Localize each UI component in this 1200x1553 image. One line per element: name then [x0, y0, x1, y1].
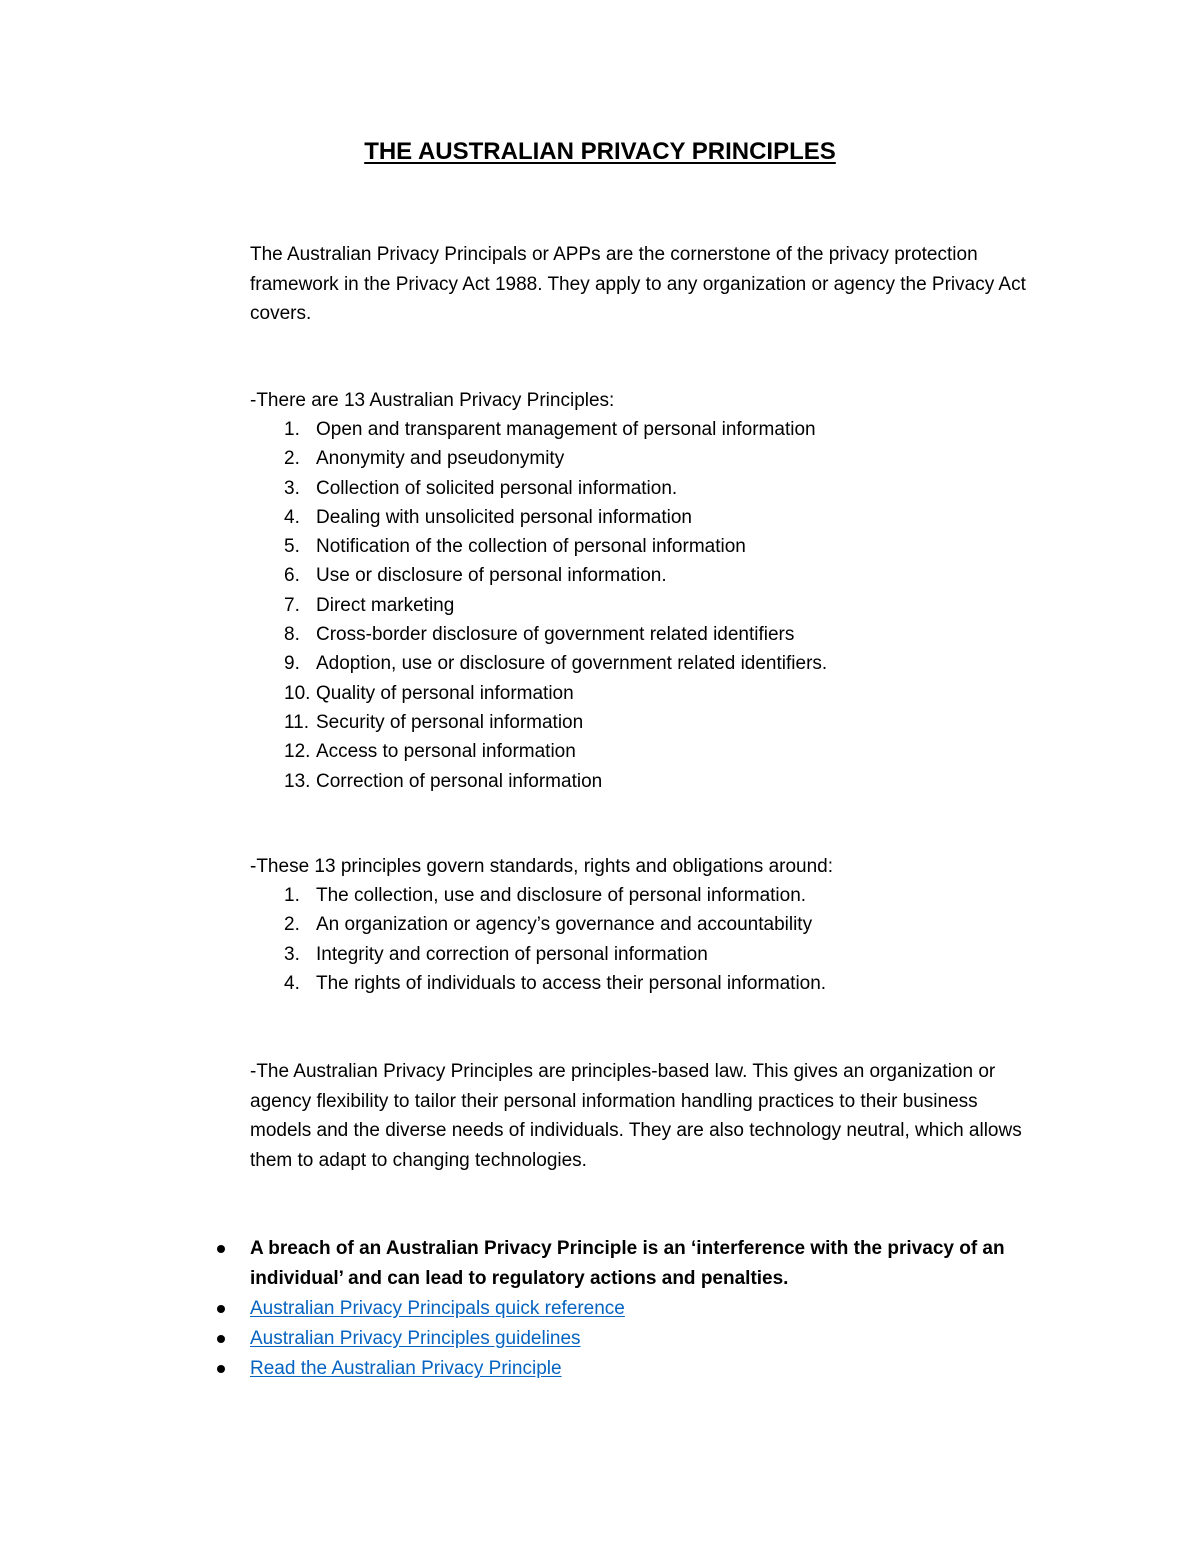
bullet-list — [250, 1234, 1040, 1384]
list-item-number: 5. — [284, 536, 300, 558]
list-item-number: 4. — [284, 972, 300, 994]
list-item-text: The rights of individuals to access their personal information. — [316, 972, 827, 994]
list-item-number: 1. — [284, 885, 300, 906]
list-item-text: Anonymity and pseudonymity — [316, 448, 565, 470]
bullet-item-breach — [250, 1234, 1040, 1294]
governs-intro: -These 13 principles govern standards, rights and obligations around: — [250, 856, 834, 877]
list-item-text: Access to personal information — [316, 741, 576, 763]
quick-reference-link[interactable]: Australian Privacy Principals quick reference — [250, 1298, 625, 1319]
read-principle-link[interactable]: Read the Australian Privacy Principle — [250, 1358, 562, 1379]
list-item-text: Adoption, use or disclosure of government related identifiers. — [316, 653, 828, 675]
list-item-text: Open and transparent management of personal information — [316, 419, 816, 440]
list-item — [250, 708, 827, 737]
document-title: THE AUSTRALIAN PRIVACY PRINCIPLES — [364, 138, 836, 165]
list-item-number: 3. — [284, 943, 300, 965]
principles-list — [250, 415, 827, 796]
list-item — [250, 532, 827, 561]
list-item — [250, 940, 826, 969]
list-item — [250, 561, 827, 590]
list-item-number: 6. — [284, 565, 300, 587]
list-item — [250, 881, 826, 910]
bullet-icon — [217, 1335, 225, 1343]
list-item-text: An organization or agency’s governance and accountability — [316, 914, 813, 936]
list-item-number: 12. — [284, 741, 311, 763]
list-item-number: 4. — [284, 506, 300, 528]
list-item-text: Quality of personal information — [316, 682, 574, 704]
principles-based-paragraph: -The Australian Privacy Principles are principles-based law. This gives an organization or agency flexibility to tailor their personal information handling practices to their business models and the diverse needs of individuals. They are also technology neutral, which allows them to adapt to changing technologies. — [250, 1061, 1022, 1171]
list-item-number: 11. — [284, 711, 310, 733]
list-item — [250, 444, 827, 473]
list-item-text: Collection of solicited personal information. — [316, 477, 678, 499]
list-item-text: Cross-border disclosure of government related identifiers — [316, 624, 795, 646]
bullet-icon — [217, 1365, 225, 1373]
bullet-icon — [217, 1305, 225, 1313]
list-item-number: 2. — [284, 448, 300, 470]
breach-text: A breach of an Australian Privacy Principle is an ‘interference with the privacy of an individual’ and can lead to regulatory actions and penalties. — [250, 1238, 1005, 1289]
list-item — [250, 415, 827, 444]
bullet-icon — [217, 1245, 225, 1253]
bullet-item-quick-reference — [250, 1294, 1040, 1324]
guidelines-link[interactable]: Australian Privacy Principles guidelines — [250, 1328, 581, 1349]
list-item — [250, 910, 826, 939]
list-item — [250, 474, 827, 503]
list-item-number: 3. — [284, 477, 300, 499]
list-item — [250, 620, 827, 649]
list-item — [250, 591, 827, 620]
list-item-text: Correction of personal information — [316, 770, 603, 792]
intro-paragraph: The Australian Privacy Principals or APPs are the cornerstone of the privacy protection framework in the Privacy Act 1988. They apply to any organization or agency the Privacy Act covers. — [250, 244, 1026, 324]
list-item-number: 9. — [284, 653, 300, 675]
principles-intro: -There are 13 Australian Privacy Principles: — [250, 390, 615, 411]
list-item-number: 1. — [284, 419, 300, 440]
list-item-text: Notification of the collection of personal information — [316, 536, 746, 558]
list-item-number: 2. — [284, 914, 300, 936]
list-item-text: Direct marketing — [316, 594, 455, 616]
list-item-number: 7. — [284, 594, 300, 616]
governs-list — [250, 881, 826, 998]
list-item — [250, 969, 826, 998]
list-item — [250, 767, 827, 796]
list-item-number: 10. — [284, 682, 311, 704]
list-item — [250, 503, 827, 532]
list-item — [250, 737, 827, 766]
list-item — [250, 679, 827, 708]
list-item-text: Security of personal information — [316, 711, 584, 733]
bullet-item-read — [250, 1354, 1040, 1384]
bullet-item-guidelines — [250, 1324, 1040, 1354]
list-item-text: Dealing with unsolicited personal information — [316, 506, 692, 528]
list-item-text: Use or disclosure of personal information. — [316, 565, 667, 587]
list-item-text: The collection, use and disclosure of personal information. — [316, 885, 807, 906]
list-item-number: 8. — [284, 624, 300, 646]
list-item-number: 13. — [284, 770, 311, 792]
list-item — [250, 649, 827, 678]
list-item-text: Integrity and correction of personal information — [316, 943, 708, 965]
